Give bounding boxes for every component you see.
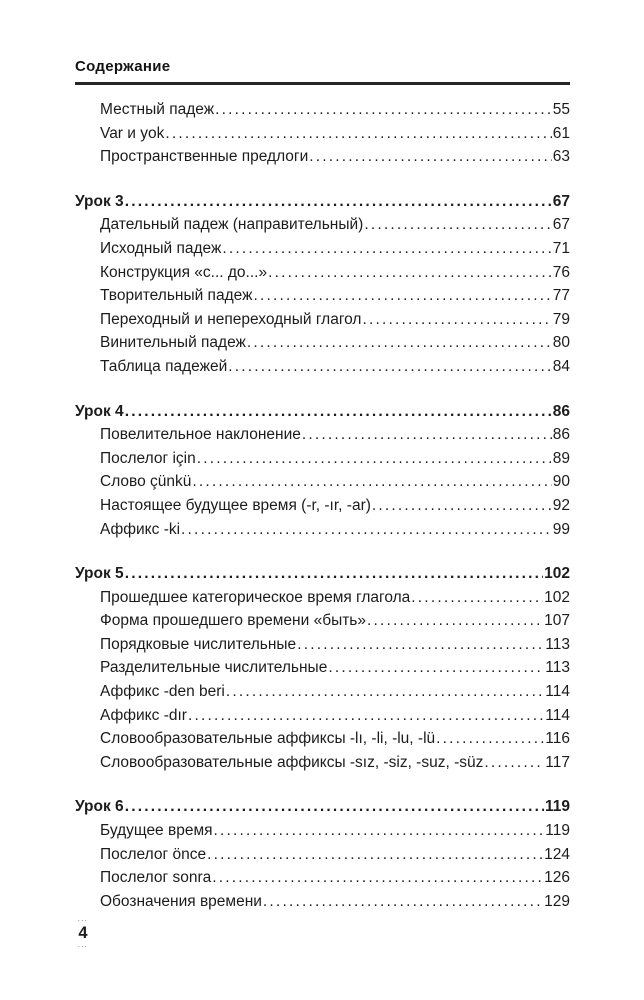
toc-entry-page: 117	[545, 753, 570, 771]
toc-entry-page: 77	[552, 287, 570, 305]
toc-entry-label: Урок 4	[75, 402, 124, 420]
toc-entry-page: 63	[552, 148, 570, 166]
toc-entry-label: Послелог için	[100, 449, 196, 467]
toc-entry	[75, 656, 570, 680]
toc-section	[75, 190, 570, 379]
dot-leader	[181, 518, 552, 542]
toc-entry-page: 90	[552, 473, 570, 491]
toc-entry-page: 124	[544, 845, 570, 863]
dot-leader	[207, 843, 543, 867]
dot-leader	[192, 470, 551, 494]
toc-entry-page: 129	[544, 892, 570, 910]
toc-entry-page: 116	[545, 730, 570, 748]
toc-entry-label: Таблица падежей	[100, 357, 228, 375]
toc-entry-page: 55	[552, 101, 570, 118]
toc-section	[75, 400, 570, 542]
toc-entry	[75, 308, 570, 332]
toc-entry	[75, 586, 570, 610]
toc-entry	[75, 727, 570, 751]
header-rule	[75, 82, 570, 85]
toc-entry-label: Местный падеж	[100, 101, 215, 118]
toc-entry-page: 102	[544, 565, 570, 583]
toc-entry	[75, 843, 570, 867]
toc-entry-page: 113	[545, 635, 570, 653]
toc-section-heading	[75, 400, 570, 424]
toc-entry-label: Дательный падеж (направительный)	[100, 216, 364, 234]
toc-entry-label: Форма прошедшего времени «быть»	[100, 612, 367, 630]
toc-entry-label: Исходный падеж	[100, 239, 222, 257]
toc-entry	[75, 470, 570, 494]
dot-leader	[411, 586, 543, 610]
toc-entry-label: Словообразовательные аффиксы -lı, -li, -lu, -lü	[100, 730, 436, 748]
page-number-footer	[73, 916, 93, 950]
dot-leader	[268, 261, 552, 285]
toc-entry-label: Винительный падеж	[100, 334, 246, 352]
dot-leader	[364, 213, 551, 237]
toc-entry	[75, 819, 570, 843]
toc-entry	[75, 355, 570, 379]
toc-entry-label: Аффикс -ki	[100, 520, 181, 538]
dot-leader	[228, 355, 552, 379]
toc-entry-label: Прошедшее категорическое время глагола	[100, 588, 411, 606]
toc-entry-label: Настоящее будущее время (-r, -ır, -ar)	[100, 496, 371, 514]
toc-entry-page: 114	[545, 683, 570, 701]
dot-leader	[212, 866, 543, 890]
toc-entry-label: Словообразовательные аффиксы -sız, -siz, -suz, -süz	[100, 753, 484, 771]
toc-entry-label: Урок 6	[75, 798, 124, 816]
toc-entry-page: 67	[552, 216, 570, 234]
toc-entry	[75, 633, 570, 657]
dot-leader	[214, 819, 545, 843]
toc-entry	[75, 213, 570, 237]
dot-leader	[302, 423, 552, 447]
toc-entry-label: Урок 5	[75, 565, 124, 583]
toc-entry-label: Послелог sonra	[100, 869, 212, 887]
toc-entry-page: 99	[552, 520, 570, 538]
toc-entry-page: 119	[545, 822, 570, 840]
toc-entry	[75, 447, 570, 471]
toc-entry	[75, 284, 570, 308]
dot-leader	[484, 751, 544, 775]
page-title: Содержание	[75, 58, 171, 75]
toc-entry-label: Аффикс -den beri	[100, 683, 225, 701]
dot-leader	[436, 727, 544, 751]
toc-entry-page: 80	[552, 334, 570, 352]
toc-entry-page: 102	[544, 588, 570, 606]
toc-entry	[75, 680, 570, 704]
dot-leader	[247, 331, 552, 355]
toc-entry	[75, 704, 570, 728]
toc-section	[75, 98, 570, 169]
toc-entry-label: Конструкция «с... до...»	[100, 263, 268, 281]
toc-section	[75, 562, 570, 774]
toc-entry	[75, 122, 570, 146]
dot-leader	[125, 400, 552, 424]
toc-entry-page: 61	[552, 124, 570, 142]
dot-leader	[125, 562, 543, 586]
toc-entry-page: 89	[552, 449, 570, 467]
toc-entry	[75, 518, 570, 542]
toc-entry-label: Пространственные предлоги	[100, 148, 309, 166]
toc-entry-label: Переходный и непереходный глагол	[100, 310, 362, 328]
footer-dots-bottom: ...	[77, 942, 89, 949]
toc-entry-page: 119	[544, 798, 570, 816]
toc-entry-page: 113	[545, 659, 570, 677]
page-number: 4	[78, 924, 88, 942]
dot-leader	[253, 284, 551, 308]
toc-section-heading	[75, 190, 570, 214]
dot-leader	[197, 447, 552, 471]
dot-leader	[226, 680, 544, 704]
dot-leader	[328, 656, 544, 680]
toc-entry-page: 107	[544, 612, 570, 630]
toc-entry-label: Разделительные числительные	[100, 659, 328, 677]
dot-leader	[372, 494, 552, 518]
toc-entry-label: Повелительное наклонение	[100, 426, 301, 444]
toc-entry	[75, 751, 570, 775]
dot-leader	[263, 890, 543, 914]
toc-section-heading	[75, 795, 570, 819]
toc-entry-page: 84	[552, 357, 570, 375]
toc-entry	[75, 98, 570, 122]
toc-entry	[75, 890, 570, 914]
dot-leader	[309, 145, 552, 169]
dot-leader	[222, 237, 551, 261]
toc-entry-label: Творительный падеж	[100, 287, 253, 305]
toc-entry	[75, 609, 570, 633]
toc-entry	[75, 261, 570, 285]
toc-entry	[75, 423, 570, 447]
dot-leader	[165, 122, 551, 146]
toc-entry-label: Урок 3	[75, 192, 124, 210]
toc-entry-label: Аффикс -dır	[100, 706, 187, 724]
toc-entry-label: Var и yok	[100, 124, 165, 142]
toc-entry-page: 76	[552, 263, 570, 281]
dot-leader	[188, 704, 544, 728]
dot-leader	[125, 795, 544, 819]
footer-dots-top: ...	[77, 916, 89, 923]
toc-entry	[75, 145, 570, 169]
toc-entry-page: 86	[552, 426, 570, 444]
toc-entry-label: Послелог önce	[100, 845, 207, 863]
toc-entry-label: Будущее время	[100, 822, 213, 840]
dot-leader	[297, 633, 544, 657]
toc-entry-page: 126	[544, 869, 570, 887]
dot-leader	[125, 190, 552, 214]
toc-entry	[75, 866, 570, 890]
toc-entry-page: 67	[552, 192, 570, 210]
toc-entry	[75, 237, 570, 261]
dot-leader	[367, 609, 543, 633]
toc-entry-label: Обозначения времени	[100, 892, 262, 910]
toc-list	[75, 98, 570, 913]
toc-entry-page: 86	[552, 402, 570, 420]
dot-leader	[215, 98, 552, 122]
toc-entry-label: Порядковые числительные	[100, 635, 297, 653]
dot-leader	[362, 308, 551, 332]
toc-section-heading	[75, 562, 570, 586]
toc-entry-page: 71	[552, 239, 570, 257]
toc-entry-page: 92	[552, 496, 570, 514]
toc-entry	[75, 331, 570, 355]
toc-entry	[75, 494, 570, 518]
toc-entry-page: 79	[552, 310, 570, 328]
toc-entry-page: 114	[545, 706, 570, 724]
toc-entry-label: Слово çünkü	[100, 473, 192, 491]
toc-section	[75, 795, 570, 913]
